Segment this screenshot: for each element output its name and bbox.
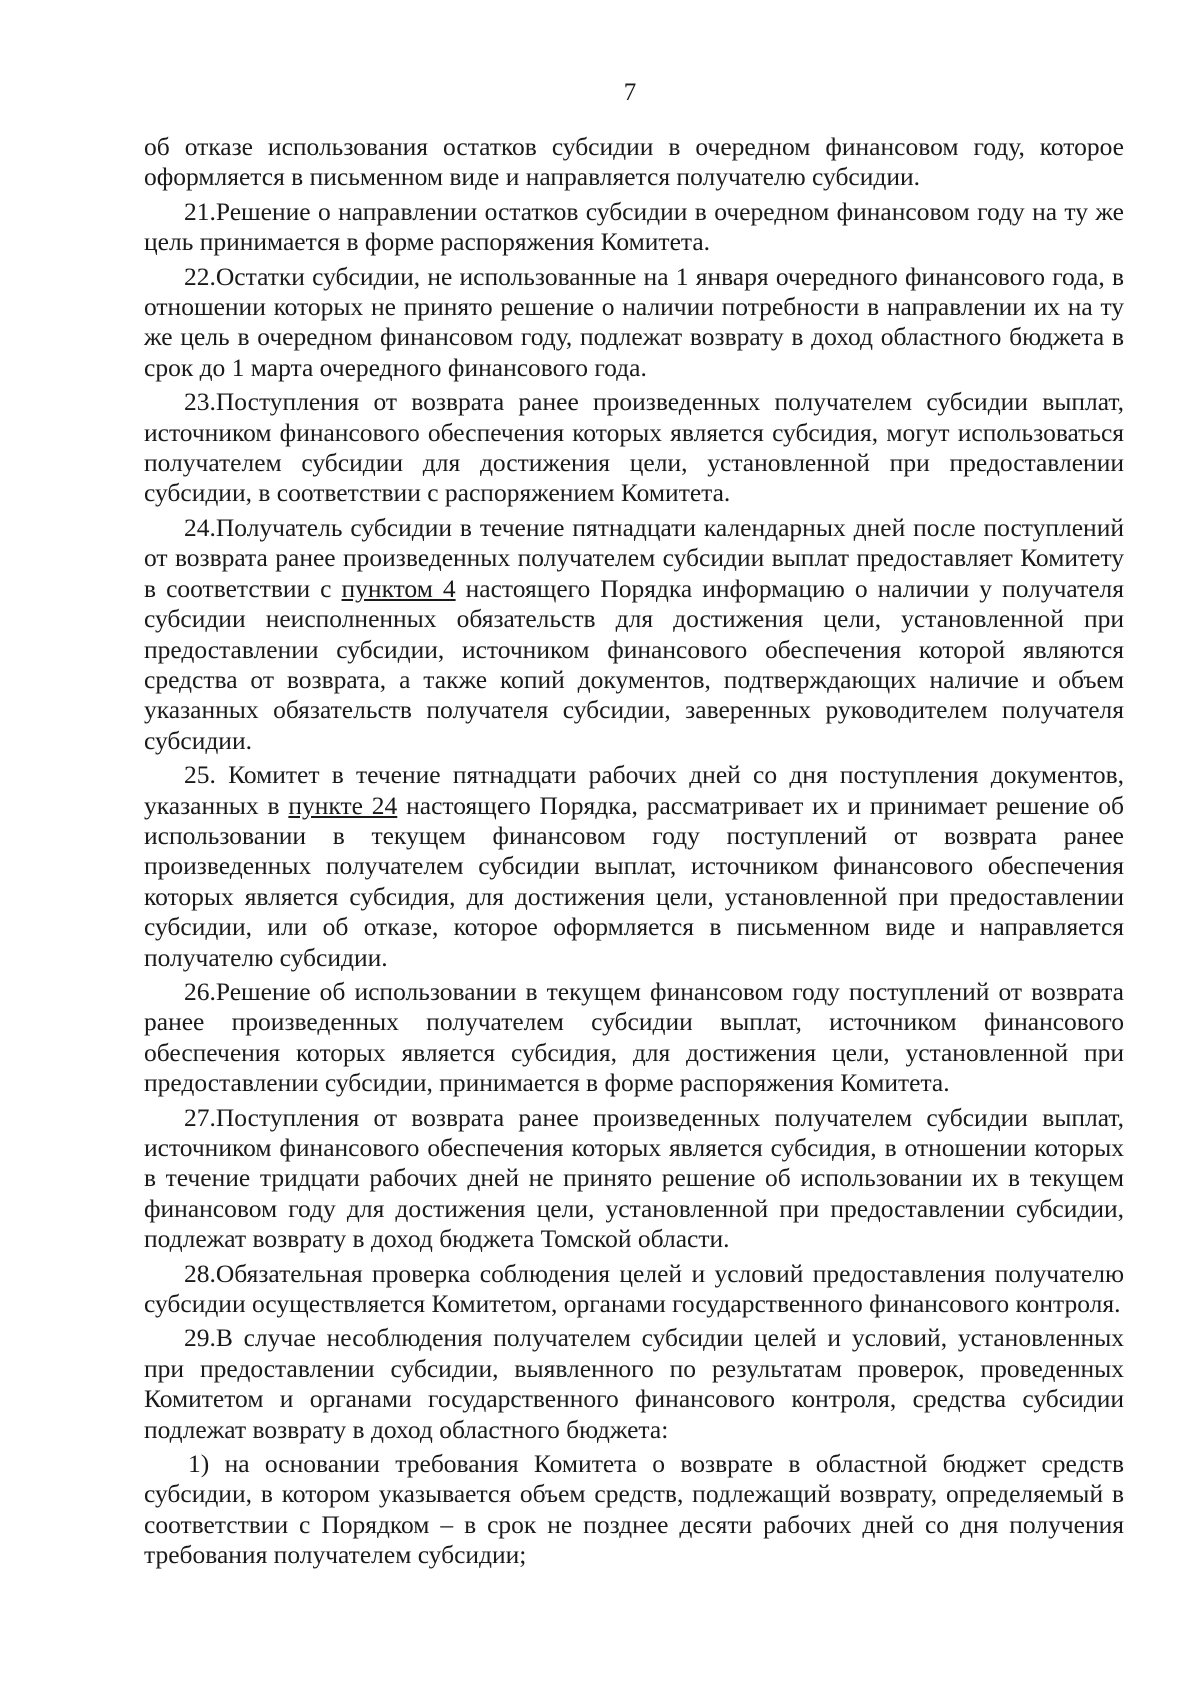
paragraph-28: 28.Обязательная проверка соблюдения целей и условий предоставления получателю субсидии осуществляется Комитетом, органами государственного финансового контроля. — [144, 1258, 1124, 1319]
paragraph-20-continuation: об отказе использования остатков субсидии в очередном финансовом году, которое оформляется в письменном виде и направляется получателю субсидии. — [144, 132, 1124, 192]
document-body — [144, 132, 1124, 1575]
paragraph-25-text-after: настоящего Порядка, рассматривает их и принимает решение об использовании в текущем финансовом году поступлений от возврата ранее произведенных получателем субсидии выплат, источником финансового обеспечения которых является субсидия, для достижения цели, установленной при предоставлении субсидии, или об отказе, которое оформляется в письменном виде и направляется получателю субсидии. — [144, 790, 1125, 972]
paragraph-24-text-after: настоящего Порядка информацию о наличии у получателя субсидии неисполненных обязательств для достижения цели, установленной при предоставлении субсидии, источником финансового обеспечения которой являются средства от возврата, а также копий документов, подтверждающих наличие и объем указанных обязательств получателя субсидии, заверенных руководителем получателя субсидии. — [144, 573, 1125, 755]
paragraph-21: 21.Решение о направлении остатков субсидии в очередном финансовом году на ту же цель принимается в форме распоряжения Комитета. — [144, 196, 1124, 257]
paragraph-22: 22.Остатки субсидии, не использованные на 1 января очередного финансового года, в отношении которых не принято решение о наличии потребности в направлении их на ту же цель в очередном финансовом году, подлежат возврату в доход областного бюджета в срок до 1 марта очередного финансового года. — [144, 261, 1124, 382]
paragraph-29-subitem-1: 1) на основании требования Комитета о возврате в областной бюджет средств субсидии, в котором указывается объем средств, подлежащий возврату, определяемый в соответствии с Порядком – в срок не позднее десяти рабочих дней со дня получения требования получателем субсидии; — [144, 1449, 1124, 1570]
paragraph-26: 26.Решение об использовании в текущем финансовом году поступлений от возврата ранее произведенных получателем субсидии выплат, источником финансового обеспечения которых является субсидия, для достижения цели, установленной при предоставлении субсидии, принимается в форме распоряжения Комитета. — [144, 976, 1124, 1098]
paragraph-24-text-before: 24.Получатель субсидии в течение пятнадцати календарных дней после поступлений от возврата ранее произведенных получателем субсидии выплат предоставляет Комитету в соответствии с — [144, 512, 1124, 603]
page-number: 7 — [623, 79, 637, 106]
link-item-4[interactable]: пунктом 4 — [341, 573, 456, 603]
paragraph-27: 27.Поступления от возврата ранее произведенных получателем субсидии выплат, источником финансового обеспечения которых является субсидия, в отношении которых в течение тридцати рабочих дней не принято решение об использовании их в текущем финансовом году для достижения цели, установленной при предоставлении субсидии, подлежат возврату в доход бюджета Томской области. — [144, 1102, 1124, 1254]
paragraph-23: 23.Поступления от возврата ранее произведенных получателем субсидии выплат, источником финансового обеспечения которых является субсидия, могут использоваться получателем субсидии для достижения цели, установленной при предоставлении субсидии, в соответствии с распоряжением Комитета. — [144, 387, 1124, 508]
link-item-24[interactable]: пункте 24 — [288, 790, 398, 820]
paragraph-29: 29.В случае несоблюдения получателем субсидии целей и условий, установленных при предоставлении субсидии, выявленного по результатам проверок, проведенных Комитетом и органами государственного финансового контроля, средства субсидии подлежат возврату в доход областного бюджета: — [144, 1323, 1124, 1444]
paragraph-24 — [144, 513, 1124, 756]
paragraph-25 — [144, 760, 1124, 973]
paragraph-25-text-before: 25. Комитет в течение пятнадцати рабочих дней со дня поступления документов, указанных в — [144, 760, 1124, 820]
